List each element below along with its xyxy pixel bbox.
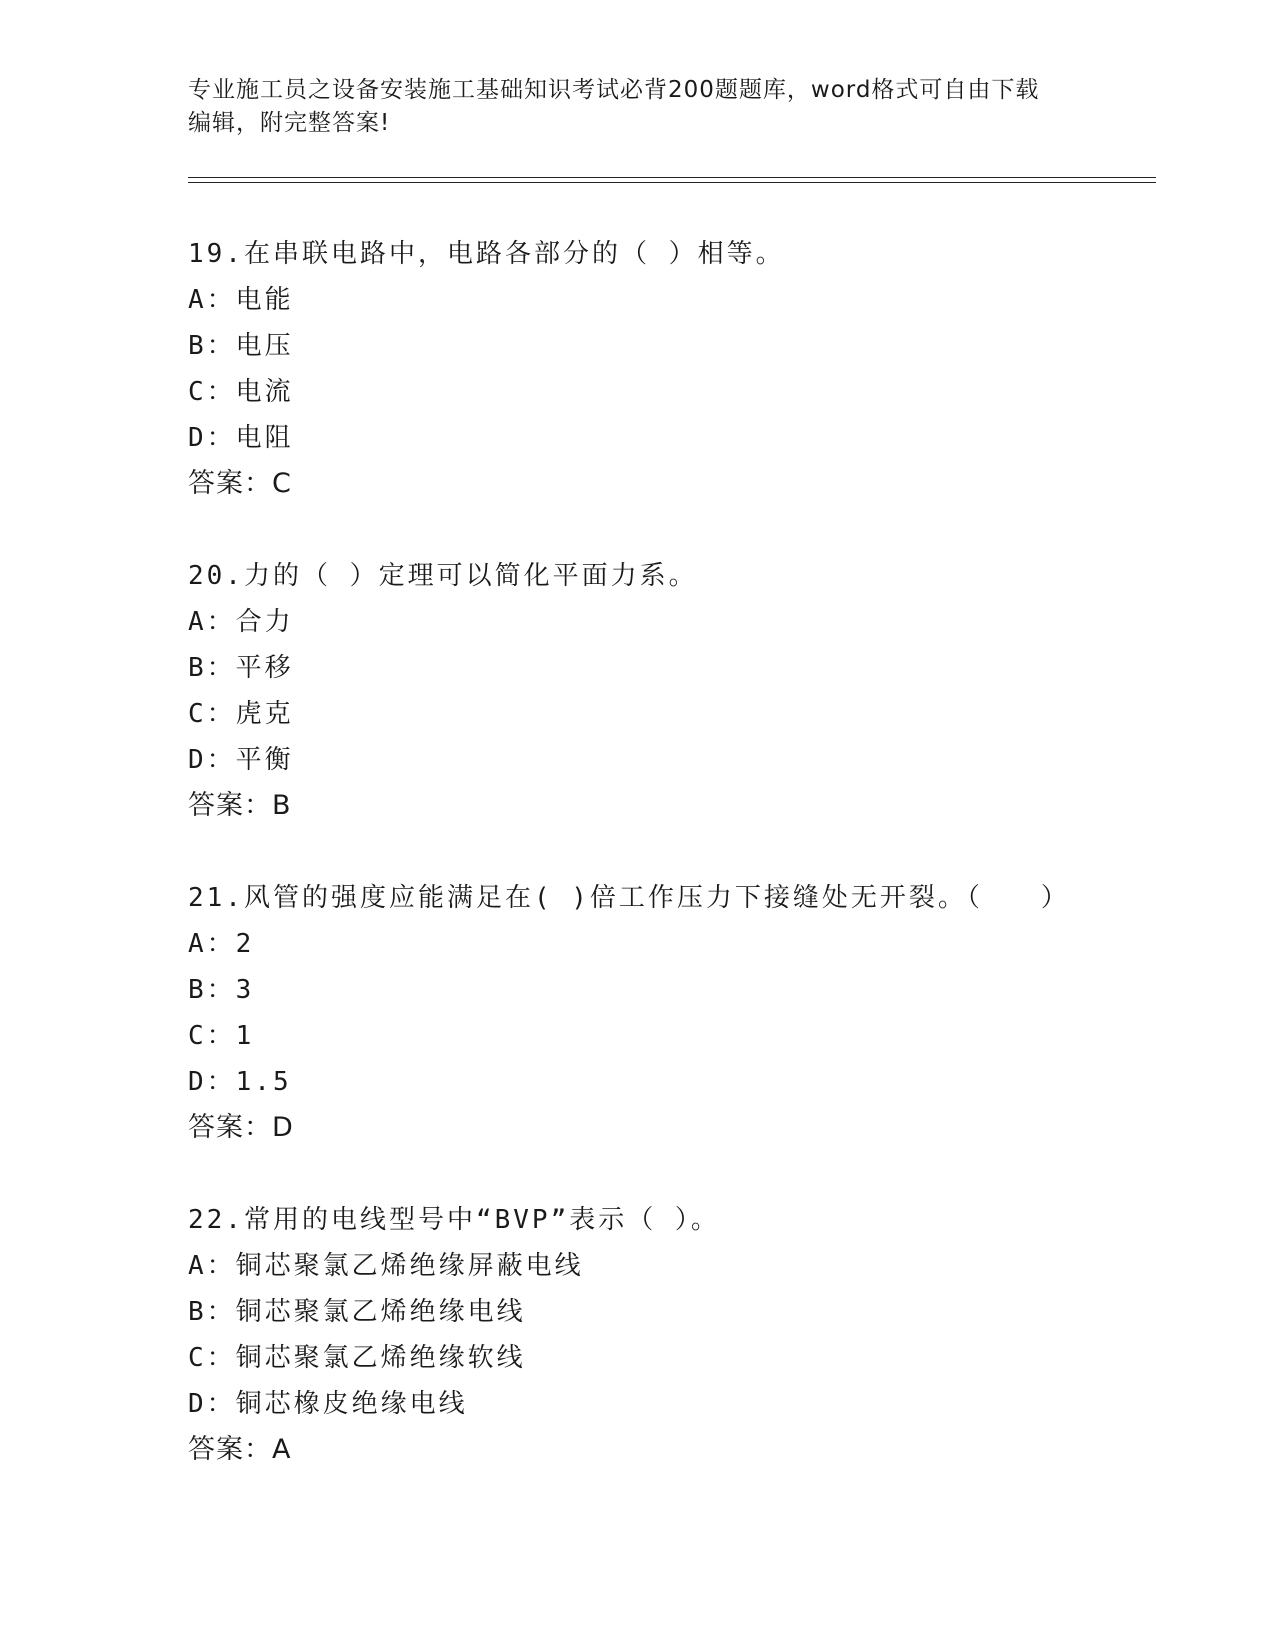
title-line-1: 专业施工员之设备安装施工基础知识考试必背200题题库，word格式可自由下载 [188,77,1040,103]
question-stem: 22.常用的电线型号中“BVP”表示（ ）。 [188,1205,720,1235]
option-a: A：合力 [188,607,294,637]
title-line-2: 编辑，附完整答案! [188,110,391,136]
option-b: B：平移 [188,653,294,683]
option-a: A：2 [188,929,255,959]
option-a: A：电能 [188,285,294,315]
option-a: A：铜芯聚氯乙烯绝缘屏蔽电线 [188,1251,584,1281]
option-b: B：电压 [188,331,294,361]
option-b: B：3 [188,975,255,1005]
document-title [188,74,1088,140]
option-d: D：1.5 [188,1067,292,1097]
question-stem: 19.在串联电路中，电路各部分的（ ）相等。 [188,239,785,269]
option-b: B：铜芯聚氯乙烯绝缘电线 [188,1297,526,1327]
question-22 [188,1197,1148,1473]
option-c: C：1 [188,1021,255,1051]
answer: 答案：D [188,1112,294,1143]
question-stem: 21.风管的强度应能满足在( )倍工作压力下接缝处无开裂。（ ） [188,883,1070,913]
option-d: D：平衡 [188,745,294,775]
header-divider-bottom [188,182,1156,183]
header-divider-top [188,177,1156,178]
option-c: C：铜芯聚氯乙烯绝缘软线 [188,1343,526,1373]
question-20 [188,553,1148,829]
question-stem: 20.力的（ ）定理可以简化平面力系。 [188,561,698,591]
answer: 答案：B [188,790,292,821]
answer: 答案：C [188,468,292,499]
option-d: D：铜芯橡皮绝缘电线 [188,1389,468,1419]
option-c: C：虎克 [188,699,294,729]
question-21 [188,875,1148,1151]
question-19 [188,231,1148,507]
answer: 答案：A [188,1434,292,1465]
option-d: D：电阻 [188,423,294,453]
option-c: C：电流 [188,377,294,407]
